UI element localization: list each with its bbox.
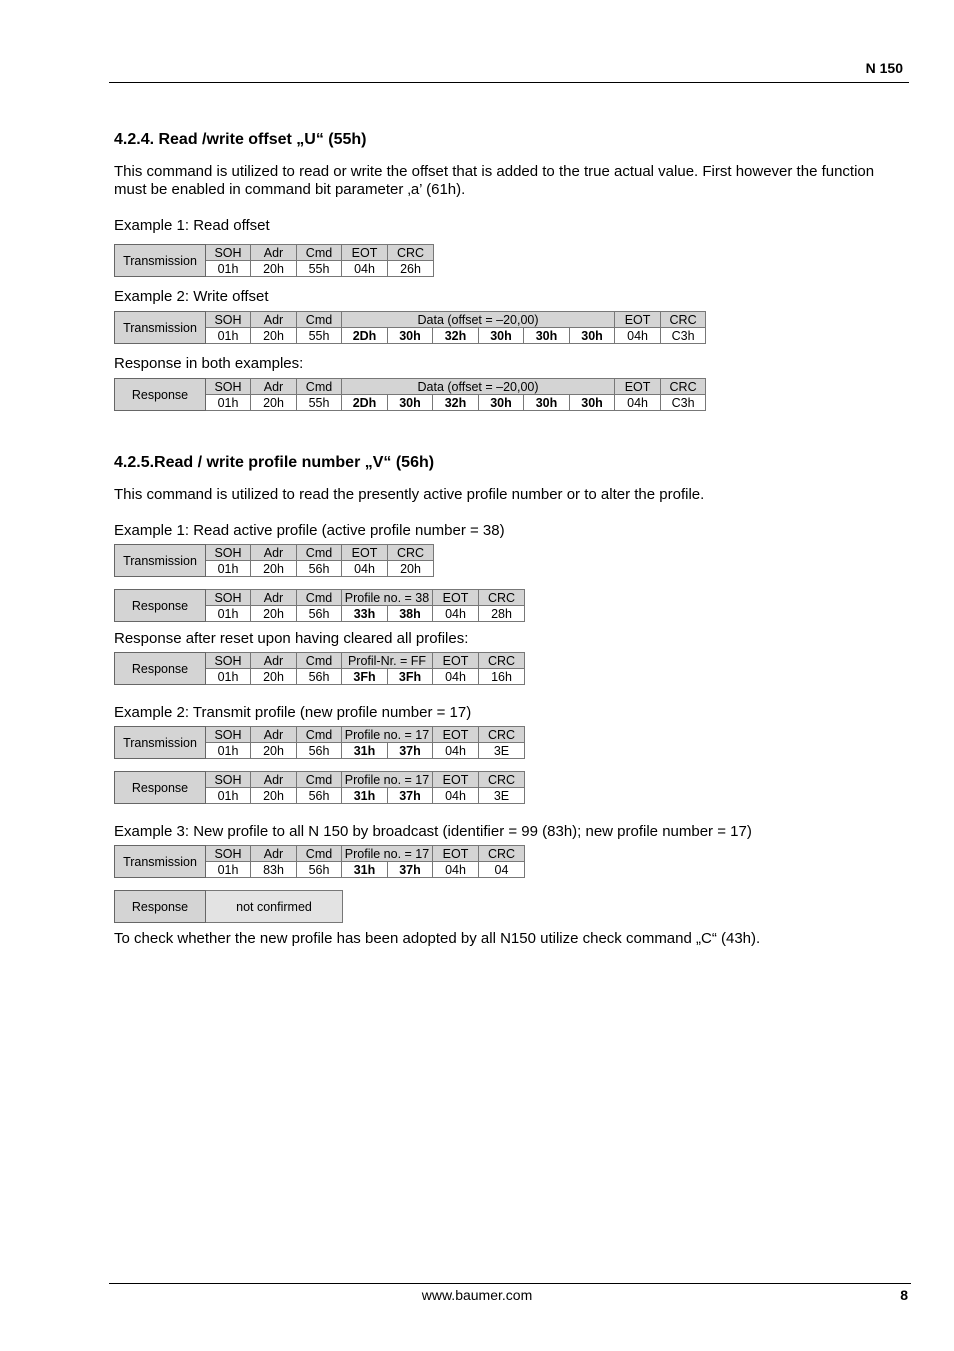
value-cell: 20h (251, 788, 297, 804)
value-cell: 04h (433, 669, 479, 685)
header-cell: Adr (251, 545, 297, 561)
value-cell: 83h (251, 862, 297, 878)
protocol-table-write-offset (114, 311, 706, 344)
header-cell: Cmd (297, 727, 342, 743)
header-cell: Cmd (297, 772, 342, 788)
header-cell: Cmd (297, 245, 342, 261)
header-cell: CRC (479, 653, 525, 669)
value-cell: 28h (479, 606, 525, 622)
header-cell: Cmd (297, 379, 342, 395)
data-value-cell: 30h (570, 328, 615, 344)
header-cell: Cmd (297, 846, 342, 862)
table-row-label: Response (115, 891, 206, 923)
header-cell: SOH (206, 727, 251, 743)
profile-value-cell: 3Fh (342, 669, 388, 685)
profile-value-cell: 38h (388, 606, 433, 622)
profile-value-cell: 37h (388, 862, 433, 878)
data-value-cell: 32h (433, 395, 479, 411)
example-label: Example 3: New profile to all N 150 by broadcast (identifier = 99 (83h); new profile number = 17) (114, 823, 752, 840)
value-cell: 26h (388, 261, 434, 277)
value-cell: 20h (251, 606, 297, 622)
table-row-label: Response (115, 772, 206, 804)
protocol-table-broadcast-response (114, 890, 343, 923)
header-cell: Adr (251, 590, 297, 606)
footer-website: www.baumer.com (421, 1287, 533, 1303)
data-header-cell: Data (offset = –20,00) (342, 379, 615, 395)
profile-header-cell: Profile no. = 17 (342, 727, 433, 743)
data-value-cell: 30h (388, 395, 433, 411)
value-cell: 56h (297, 561, 342, 577)
section-title-offset: 4.2.4. Read /write offset „U“ (55h) (114, 131, 367, 148)
example-label: Response in both examples: (114, 355, 304, 372)
example-label: Example 1: Read active profile (active profile number = 38) (114, 522, 505, 539)
header-cell: SOH (206, 245, 251, 261)
header-cell: Adr (251, 772, 297, 788)
header-cell: SOH (206, 772, 251, 788)
value-cell: 20h (388, 561, 434, 577)
header-cell: EOT (615, 312, 661, 328)
header-cell: SOH (206, 846, 251, 862)
data-value-cell: 30h (524, 395, 570, 411)
document-header-product: N 150 (865, 60, 903, 76)
table-row-label: Transmission (115, 545, 206, 577)
data-value-cell: 32h (433, 328, 479, 344)
value-cell: 04 (479, 862, 525, 878)
header-cell: SOH (206, 312, 251, 328)
value-cell: 3E (479, 788, 525, 804)
value-cell: 56h (297, 606, 342, 622)
header-cell: EOT (433, 653, 479, 669)
data-value-cell: 30h (524, 328, 570, 344)
value-cell: 04h (433, 788, 479, 804)
header-cell: EOT (342, 245, 388, 261)
protocol-table-broadcast (114, 845, 525, 878)
value-cell: 01h (206, 606, 251, 622)
header-cell: CRC (388, 245, 434, 261)
profile-value-cell: 31h (342, 788, 388, 804)
header-cell: Cmd (297, 590, 342, 606)
value-cell: 55h (297, 261, 342, 277)
profile-header-cell: Profile no. = 38 (342, 590, 433, 606)
value-cell: 04h (433, 606, 479, 622)
header-cell: SOH (206, 545, 251, 561)
protocol-table-read-profile (114, 544, 434, 577)
value-cell: 56h (297, 862, 342, 878)
header-cell: Adr (251, 846, 297, 862)
header-cell: CRC (661, 312, 706, 328)
value-cell: 56h (297, 669, 342, 685)
value-cell: 20h (251, 328, 297, 344)
data-value-cell: 30h (570, 395, 615, 411)
example-label: Example 2: Transmit profile (new profile number = 17) (114, 704, 472, 721)
value-cell: 20h (251, 395, 297, 411)
header-divider (109, 82, 909, 83)
protocol-table-offset-response (114, 378, 706, 411)
header-cell: Adr (251, 653, 297, 669)
profile-value-cell: 37h (388, 743, 433, 759)
footer-divider (109, 1283, 911, 1284)
value-cell: 20h (251, 261, 297, 277)
profile-value-cell: 3Fh (388, 669, 433, 685)
profile-value-cell: 31h (342, 862, 388, 878)
table-row-label: Transmission (115, 245, 206, 277)
section-intro-profile: This command is utilized to read the presently active profile number or to alter the profile. (114, 486, 705, 503)
value-cell: 56h (297, 788, 342, 804)
value-cell: 01h (206, 743, 251, 759)
header-cell: Adr (251, 727, 297, 743)
header-cell: CRC (479, 772, 525, 788)
value-cell: 04h (615, 395, 661, 411)
protocol-table-transmit-profile (114, 726, 525, 759)
value-cell: 01h (206, 395, 251, 411)
not-confirmed-cell: not confirmed (206, 891, 343, 923)
table-row-label: Transmission (115, 312, 206, 344)
header-cell: EOT (342, 545, 388, 561)
table-row-label: Transmission (115, 727, 206, 759)
data-value-cell: 30h (479, 395, 524, 411)
profile-value-cell: 33h (342, 606, 388, 622)
value-cell: 01h (206, 561, 251, 577)
profile-value-cell: 37h (388, 788, 433, 804)
table-row-label: Response (115, 590, 206, 622)
header-cell: EOT (433, 772, 479, 788)
data-value-cell: 30h (388, 328, 433, 344)
profile-header-cell: Profile no. = 17 (342, 846, 433, 862)
table-row-label: Transmission (115, 846, 206, 878)
page-number: 8 (900, 1287, 908, 1303)
header-cell: EOT (433, 846, 479, 862)
protocol-table-transmit-response (114, 771, 525, 804)
data-value-cell: 2Dh (342, 328, 388, 344)
value-cell: 01h (206, 862, 251, 878)
header-cell: EOT (615, 379, 661, 395)
closing-note: To check whether the new profile has been adopted by all N150 utilize check command „C“ (43h). (114, 930, 761, 947)
value-cell: 04h (615, 328, 661, 344)
header-cell: EOT (433, 727, 479, 743)
header-cell: Adr (251, 312, 297, 328)
value-cell: 04h (433, 743, 479, 759)
header-cell: SOH (206, 653, 251, 669)
header-cell: SOH (206, 590, 251, 606)
table-row-label: Response (115, 379, 206, 411)
value-cell: 01h (206, 669, 251, 685)
section-title-profile: 4.2.5.Read / write profile number „V“ (56h) (114, 454, 435, 471)
profile-header-cell: Profil-Nr. = FF (342, 653, 433, 669)
header-cell: Cmd (297, 545, 342, 561)
value-cell: 04h (433, 862, 479, 878)
value-cell: 56h (297, 743, 342, 759)
protocol-table-reset-response (114, 652, 525, 685)
header-cell: Adr (251, 379, 297, 395)
value-cell: 3E (479, 743, 525, 759)
protocol-table-read-offset (114, 244, 434, 277)
value-cell: 01h (206, 261, 251, 277)
value-cell: 55h (297, 328, 342, 344)
data-value-cell: 30h (479, 328, 524, 344)
profile-header-cell: Profile no. = 17 (342, 772, 433, 788)
header-cell: Cmd (297, 653, 342, 669)
value-cell: 20h (251, 561, 297, 577)
example-label: Response after reset upon having cleared all profiles: (114, 630, 469, 647)
data-value-cell: 2Dh (342, 395, 388, 411)
value-cell: 55h (297, 395, 342, 411)
header-cell: SOH (206, 379, 251, 395)
data-header-cell: Data (offset = –20,00) (342, 312, 615, 328)
value-cell: 04h (342, 561, 388, 577)
value-cell: C3h (661, 395, 706, 411)
value-cell: 04h (342, 261, 388, 277)
value-cell: 20h (251, 743, 297, 759)
value-cell: 20h (251, 669, 297, 685)
value-cell: C3h (661, 328, 706, 344)
header-cell: CRC (661, 379, 706, 395)
table-row-label: Response (115, 653, 206, 685)
value-cell: 01h (206, 328, 251, 344)
protocol-table-profile-response (114, 589, 525, 622)
header-cell: CRC (388, 545, 434, 561)
section-intro-offset: This command is utilized to read or write the offset that is added to the true actual value. First however the function must be enabled in command bit parameter ‚a’ (61h). (114, 163, 875, 198)
header-cell: EOT (433, 590, 479, 606)
header-cell: CRC (479, 590, 525, 606)
header-cell: CRC (479, 727, 525, 743)
value-cell: 16h (479, 669, 525, 685)
example-label: Example 2: Write offset (114, 288, 269, 305)
example-label: Example 1: Read offset (114, 217, 270, 234)
value-cell: 01h (206, 788, 251, 804)
header-cell: Adr (251, 245, 297, 261)
profile-value-cell: 31h (342, 743, 388, 759)
header-cell: CRC (479, 846, 525, 862)
header-cell: Cmd (297, 312, 342, 328)
